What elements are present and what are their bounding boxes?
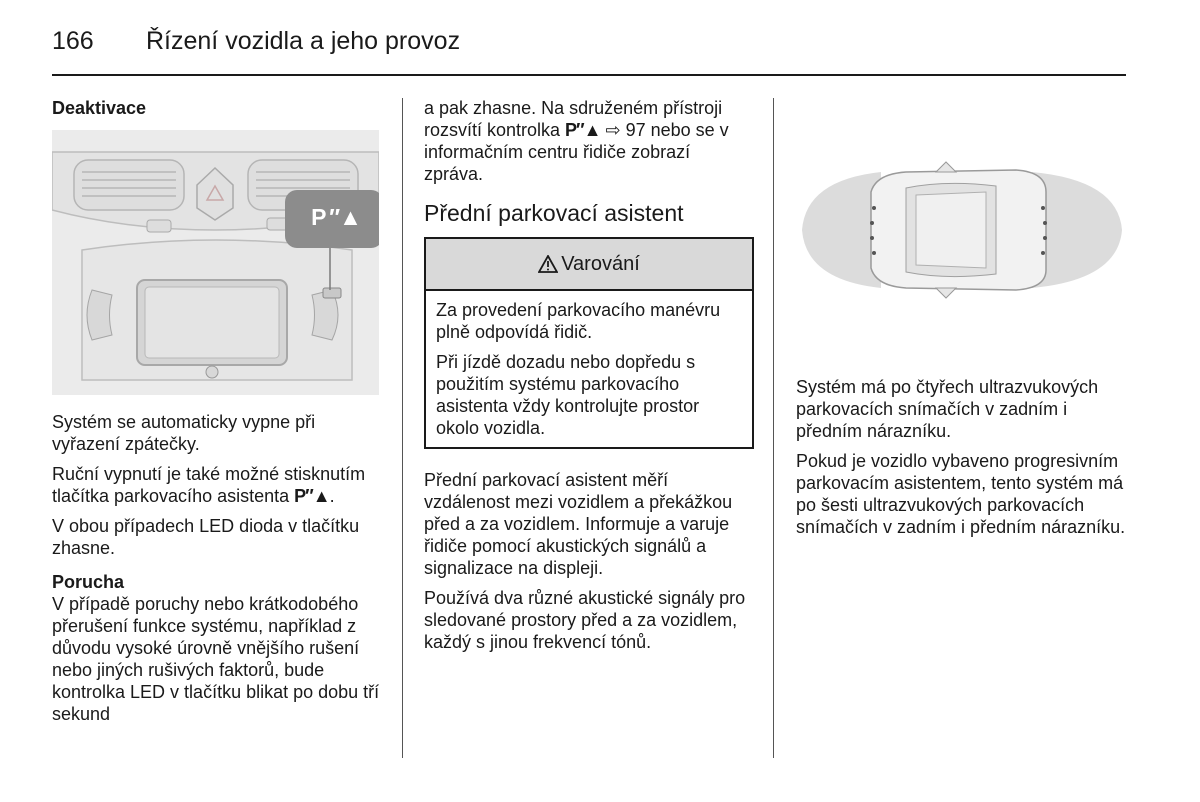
header-rule (52, 74, 1126, 76)
para-continued (424, 97, 754, 185)
warning-para-2: Při jízdě dozadu nebo dopředu s použitím systému parkovacího asistenta vždy kontrolujte prostor okolo vozidla. (436, 352, 700, 438)
column-3 (796, 376, 1126, 546)
warning-header (426, 239, 752, 291)
column-1 (52, 97, 387, 119)
warning-para-1: Za provedení parkovacího manévru plně odpovídá řidič. (436, 300, 721, 342)
page-reference: ⇨ 97 (600, 120, 646, 140)
warning-triangle-icon (538, 255, 558, 273)
column-separator-1 (402, 98, 403, 758)
warning-box (424, 237, 754, 449)
dashboard-illustration (52, 130, 379, 395)
para-manual-off-end: . (329, 486, 335, 506)
chapter-title: Řízení vozidla a jeho provoz (146, 27, 461, 55)
parking-assist-icon-2: P″▲ (565, 120, 601, 140)
section-title: Přední parkovací asistent (424, 200, 684, 226)
warning-body (426, 291, 752, 447)
para-led: V obou případech LED dioda v tlačítku zhasne. (52, 516, 360, 558)
para-sensors-6: Pokud je vozidlo vybaveno progresivním parkovacím asistentem, tento systém má po šesti ultrazvukových parkovacích snímačích v zadním i předním nárazníku. (796, 451, 1126, 537)
para-sensors-4: Systém má po čtyřech ultrazvukových parkovacích snímačích v zadním i předním nárazníku. (796, 377, 1099, 441)
para-continued-text2: nebo se v informačním centru řidiče zobrazí zpráva. (424, 120, 729, 184)
parking-assist-icon: P″▲ (294, 486, 330, 506)
deactivation-heading: Deaktivace (52, 98, 147, 118)
column-1-body (52, 411, 387, 733)
para-acoustic: Používá dva různé akustické signály pro sledované prostory před a za vozidlem, každý s jinou frekvencí tónů. (424, 588, 746, 652)
para-front-assist: Přední parkovací asistent měří vzdálenost mezi vozidlem a překážkou před a za vozidlem. Informuje a varuje řidiče pomocí akustických signálů a signalizace na displeji. (424, 470, 733, 578)
para-manual-off-text: Ruční vypnutí je také možné stisknutím tlačítka parkovacího asistenta (52, 464, 366, 506)
page-number: 166 (52, 27, 94, 55)
fault-heading: Porucha (52, 572, 125, 592)
column-2 (424, 97, 754, 661)
car-sensor-illustration (796, 130, 1126, 360)
warning-title: Varování (561, 253, 640, 275)
para-manual-off (52, 463, 387, 507)
para-fault: V případě poruchy nebo krátkodobého přerušení funkce systému, například z důvodu vysoké úrovně vnějšího rušení nebo jiných rušivých faktorů, bude kontrolka LED v tlačítku blikat po dobu tří sekund (52, 594, 380, 724)
para-continued-text1: a pak zhasne. Na sdruženém přístroji rozsvítí kontrolka (424, 98, 723, 140)
para-auto-off: Systém se automaticky vypne při vyřazení zpátečky. (52, 412, 316, 454)
column-separator-2 (773, 98, 774, 758)
parking-button-symbol-callout: P ″▲ (311, 204, 361, 230)
